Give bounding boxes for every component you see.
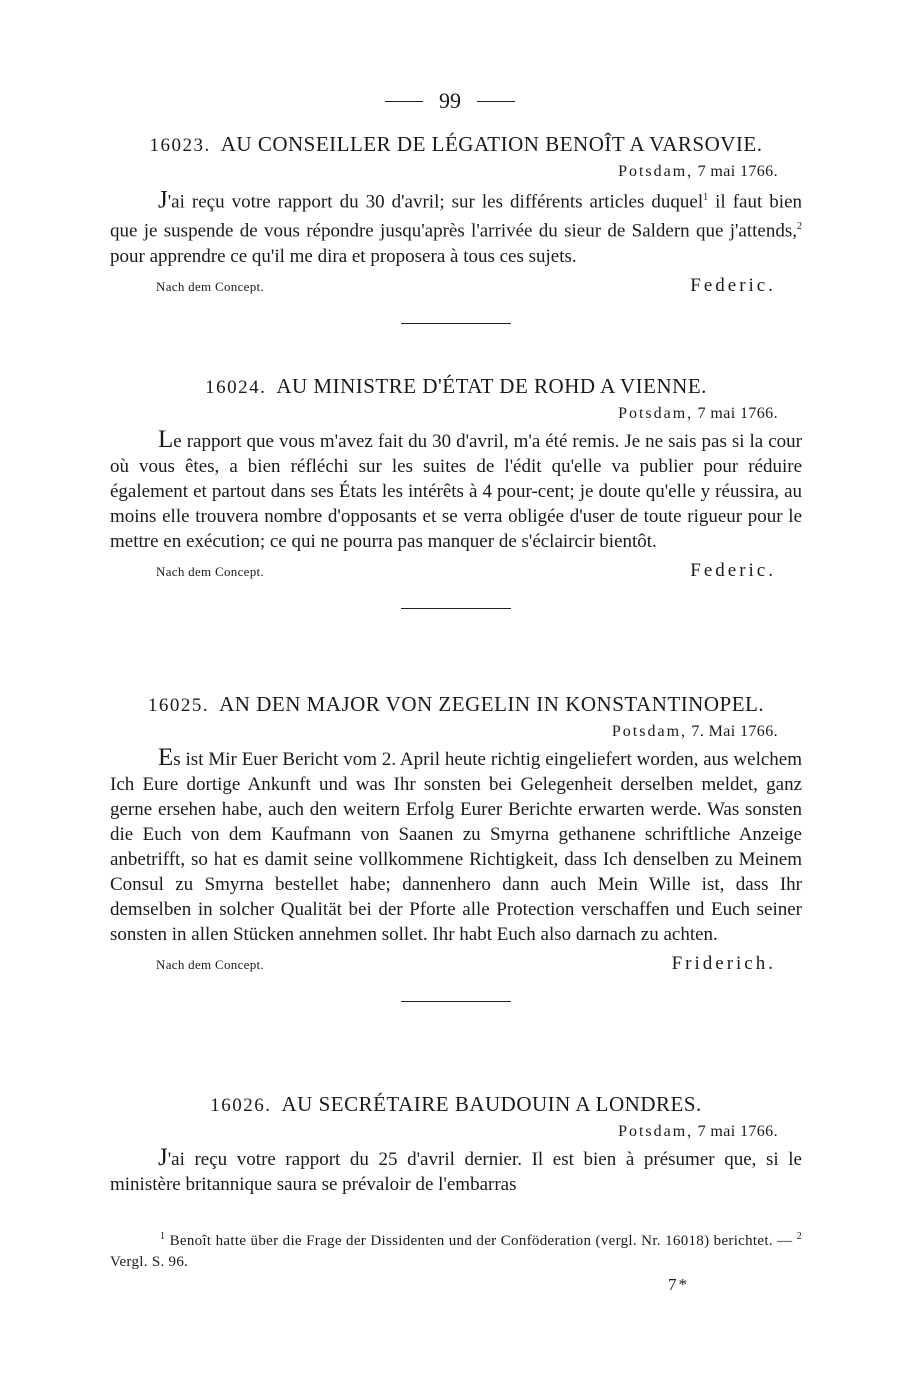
- letter-heading: [110, 374, 802, 399]
- dateline: [110, 163, 778, 181]
- footnote-mark-2: 2: [796, 1231, 802, 1242]
- letter-number: 16023.: [149, 135, 211, 156]
- letter-heading: [110, 1092, 802, 1117]
- header-dash-right: [477, 101, 515, 102]
- section-divider: [401, 608, 511, 609]
- dateline-date: 7 mai 1766.: [697, 405, 778, 422]
- dateline: [110, 405, 778, 423]
- section-divider: [401, 323, 511, 324]
- dateline-place: Potsdam,: [618, 405, 694, 422]
- letter-title: AU MINISTRE D'ÉTAT DE ROHD A VIENNE.: [276, 374, 707, 398]
- letter-16023: [110, 132, 802, 324]
- letter-text-part-c: pour apprendre ce qu'il me dira et proposera à tous ces sujets.: [110, 245, 577, 267]
- letter-number: 16025.: [147, 695, 210, 716]
- initial-letter: J: [158, 186, 168, 214]
- letter-body: [110, 185, 802, 269]
- letter-title: AN DEN MAJOR VON ZEGELIN IN KONSTANTINOPEL.: [219, 692, 765, 716]
- letter-footer: [110, 275, 802, 297]
- dateline-place: Potsdam,: [618, 163, 694, 180]
- footnote-text-1: Benoît hatte über die Frage der Dissidenten und der Conföderation (vergl. Nr. 16018) berichtet. —: [165, 1233, 797, 1249]
- initial-letter: L: [158, 426, 174, 453]
- dateline-place: Potsdam,: [618, 1123, 694, 1140]
- letter-text: 'ai reçu votre rapport du 25 d'avril dernier. Il est bien à présumer que, si le ministère britannique saura se prévaloir de l'embarras: [110, 1149, 802, 1195]
- letter-heading: [110, 132, 802, 157]
- source-note: Nach dem Concept.: [156, 957, 264, 972]
- footnotes: [110, 1226, 802, 1273]
- letter-body: [110, 745, 802, 947]
- source-note: Nach dem Concept.: [156, 278, 264, 294]
- page-number: 99: [439, 88, 461, 113]
- header-dash-left: [385, 101, 423, 102]
- letter-body: [110, 1145, 802, 1197]
- letter-body: [110, 427, 802, 554]
- letter-footer: [110, 560, 802, 582]
- letter-16024: [110, 374, 802, 609]
- letter-number: 16026.: [210, 1095, 272, 1116]
- footnote-text-2: Vergl. S. 96.: [110, 1254, 189, 1270]
- printer-signature-mark: 7*: [668, 1275, 689, 1294]
- signature: Federic.: [690, 560, 776, 581]
- letter-text-part-b: il faut bien que je suspende de vous répondre jusqu'après l'arrivée du sieur de Saldern que j'attends,: [110, 191, 803, 242]
- letter-number: 16024.: [205, 377, 267, 398]
- letter-title: AU SECRÉTAIRE BAUDOUIN A LONDRES.: [281, 1092, 702, 1116]
- initial-letter: E: [158, 744, 174, 771]
- source-note: Nach dem Concept.: [156, 564, 264, 579]
- dateline-date: 7. Mai 1766.: [691, 723, 778, 740]
- letter-16025: [110, 692, 802, 1002]
- dateline-place: Potsdam,: [611, 723, 688, 740]
- page-header: [0, 88, 900, 114]
- dateline: [110, 723, 778, 741]
- letter-text: e rapport que vous m'avez fait du 30 d'avril, m'a été remis. Je ne sais pas si la cour où vous êtes, a bien réfléchi sur les suites de l'édit qu'elle va publier pour réduire également et partout dans ses États les intérêts à 4 pour-cent; je doute qu'elle y réussira, au moins elle trouvera nombre d'opposants et se verra obligée d'user de toute rigueur pour le mettre en exécution; ce qui ne pourra pas manquer de s'éclaircir bientôt.: [110, 431, 802, 552]
- letter-footer: [110, 953, 802, 975]
- section-divider: [401, 1001, 511, 1002]
- letter-text-part-a: 'ai reçu votre rapport du 30 d'avril; sur les différents articles duquel: [167, 191, 704, 213]
- signature: Federic.: [690, 274, 776, 296]
- letter-text: s ist Mir Euer Bericht vom 2. April heute richtig eingeliefert worden, aus welchem Ich Eure dortige Ankunft und was Ihr sonsten bei Gelegenheit derselben meldet, ganz gerne ersehen habe, auch den weitern Erfolg Eurer Berichte erwarten werde. Was sonsten die Euch von dem Kaufmann von Saanen zu Smyrna gethanene schriftliche Anzeige anbetrifft, so hat es damit seine vollkommene Richtigkeit, dass Ich denselben zu Meinem Consul zu Smyrna bestellet habe; dannenhero dann auch Mein Wille ist, dass Ihr demselben in solcher Qualität bei der Pforte alle Protection verschaffen und Euch seiner sonsten in allen Stücken annehmen sollet. Ihr habt Euch also darnach zu achten.: [110, 749, 802, 945]
- footnote-ref-2: 2: [797, 221, 802, 233]
- dateline-date: 7 mai 1766.: [697, 1123, 778, 1140]
- signature: Friderich.: [671, 953, 776, 974]
- letter-16026: [110, 1092, 802, 1197]
- dateline-date: 7 mai 1766.: [697, 163, 778, 180]
- footnote-ref-1: 1: [703, 192, 709, 203]
- letter-title: AU CONSEILLER DE LÉGATION BENOÎT A VARSOVIE.: [220, 132, 763, 156]
- dateline: [110, 1123, 778, 1141]
- initial-letter: J: [158, 1144, 168, 1171]
- letter-heading: [110, 692, 802, 717]
- footnote-mark-1: 1: [160, 1231, 166, 1242]
